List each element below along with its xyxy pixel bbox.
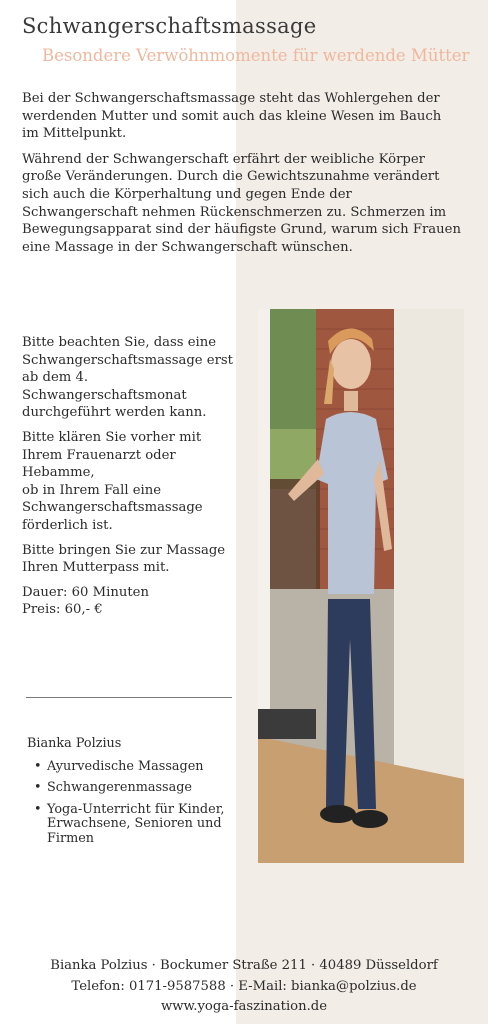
footer <box>0 956 488 1018</box>
bio-name: Bianka Polzius <box>27 736 122 751</box>
list-item-label: Yoga-Unterricht für Kinder, Erwachsene, Senioren und Firmen <box>47 801 225 846</box>
bullet-icon: • <box>34 801 42 817</box>
bullet-icon: • <box>34 780 42 795</box>
footer-address: Bianka Polzius · Bockumer Straße 211 · 40489 Düsseldorf <box>50 958 438 973</box>
page-subtitle: Besondere Verwöhnmomente für werdende Mütter <box>42 46 470 65</box>
page-title: Schwangerschaftsmassage <box>22 14 317 38</box>
notes-column <box>22 334 234 619</box>
portrait-illustration <box>258 309 464 863</box>
footer-website: www.yoga-faszination.de <box>160 999 328 1014</box>
list-item <box>34 803 237 847</box>
intro-paragraph: Während der Schwangerschaft erfährt der weibliche Körper große Veränderungen. Durch die Gewichtszunahme verändert sich auch die Körperhaltung und gegen Ende der Schwangerschaft nehmen Rückenschmerzen zu. Schmerzen im Bewegungsapparat sind der häufigste Grund, warum sich Frauen eine Massage in der Schwangerschaft wünschen. <box>22 151 461 255</box>
list-item <box>34 781 237 796</box>
footer-contact: Telefon: 0171-9587588 · E-Mail: bianka@polzius.de <box>71 978 417 994</box>
portrait-photo <box>258 309 464 863</box>
list-item-label: Ayurvedische Massagen <box>47 758 204 774</box>
bullet-icon: • <box>34 758 42 774</box>
list-item-label: Schwangerenmassage <box>47 780 192 795</box>
note-paragraph: Bitte klären Sie vorher mit Ihrem Frauenarzt oder Hebamme, ob in Ihrem Fall eine Schwangerschaftsmassage förderlich ist. <box>22 429 203 533</box>
note-paragraph: Bitte beachten Sie, dass eine Schwangerschaftsmassage erst ab dem 4. Schwangerschaftsmonat durchgeführt werden kann. <box>22 335 233 421</box>
divider <box>26 697 232 698</box>
price-text: Preis: 60,- € <box>22 602 103 618</box>
bio-section <box>27 737 237 853</box>
note-paragraph: Bitte bringen Sie zur Massage Ihren Mutterpass mit. <box>22 542 226 576</box>
duration-text: Dauer: 60 Minuten <box>22 584 149 600</box>
services-list <box>27 760 237 847</box>
intro-text <box>22 90 462 264</box>
intro-paragraph: Bei der Schwangerschaftsmassage steht das Wohlergehen der werdenden Mutter und somit auch das kleine Wesen im Bauch im Mittelpunkt. <box>22 91 442 142</box>
list-item <box>34 760 237 775</box>
